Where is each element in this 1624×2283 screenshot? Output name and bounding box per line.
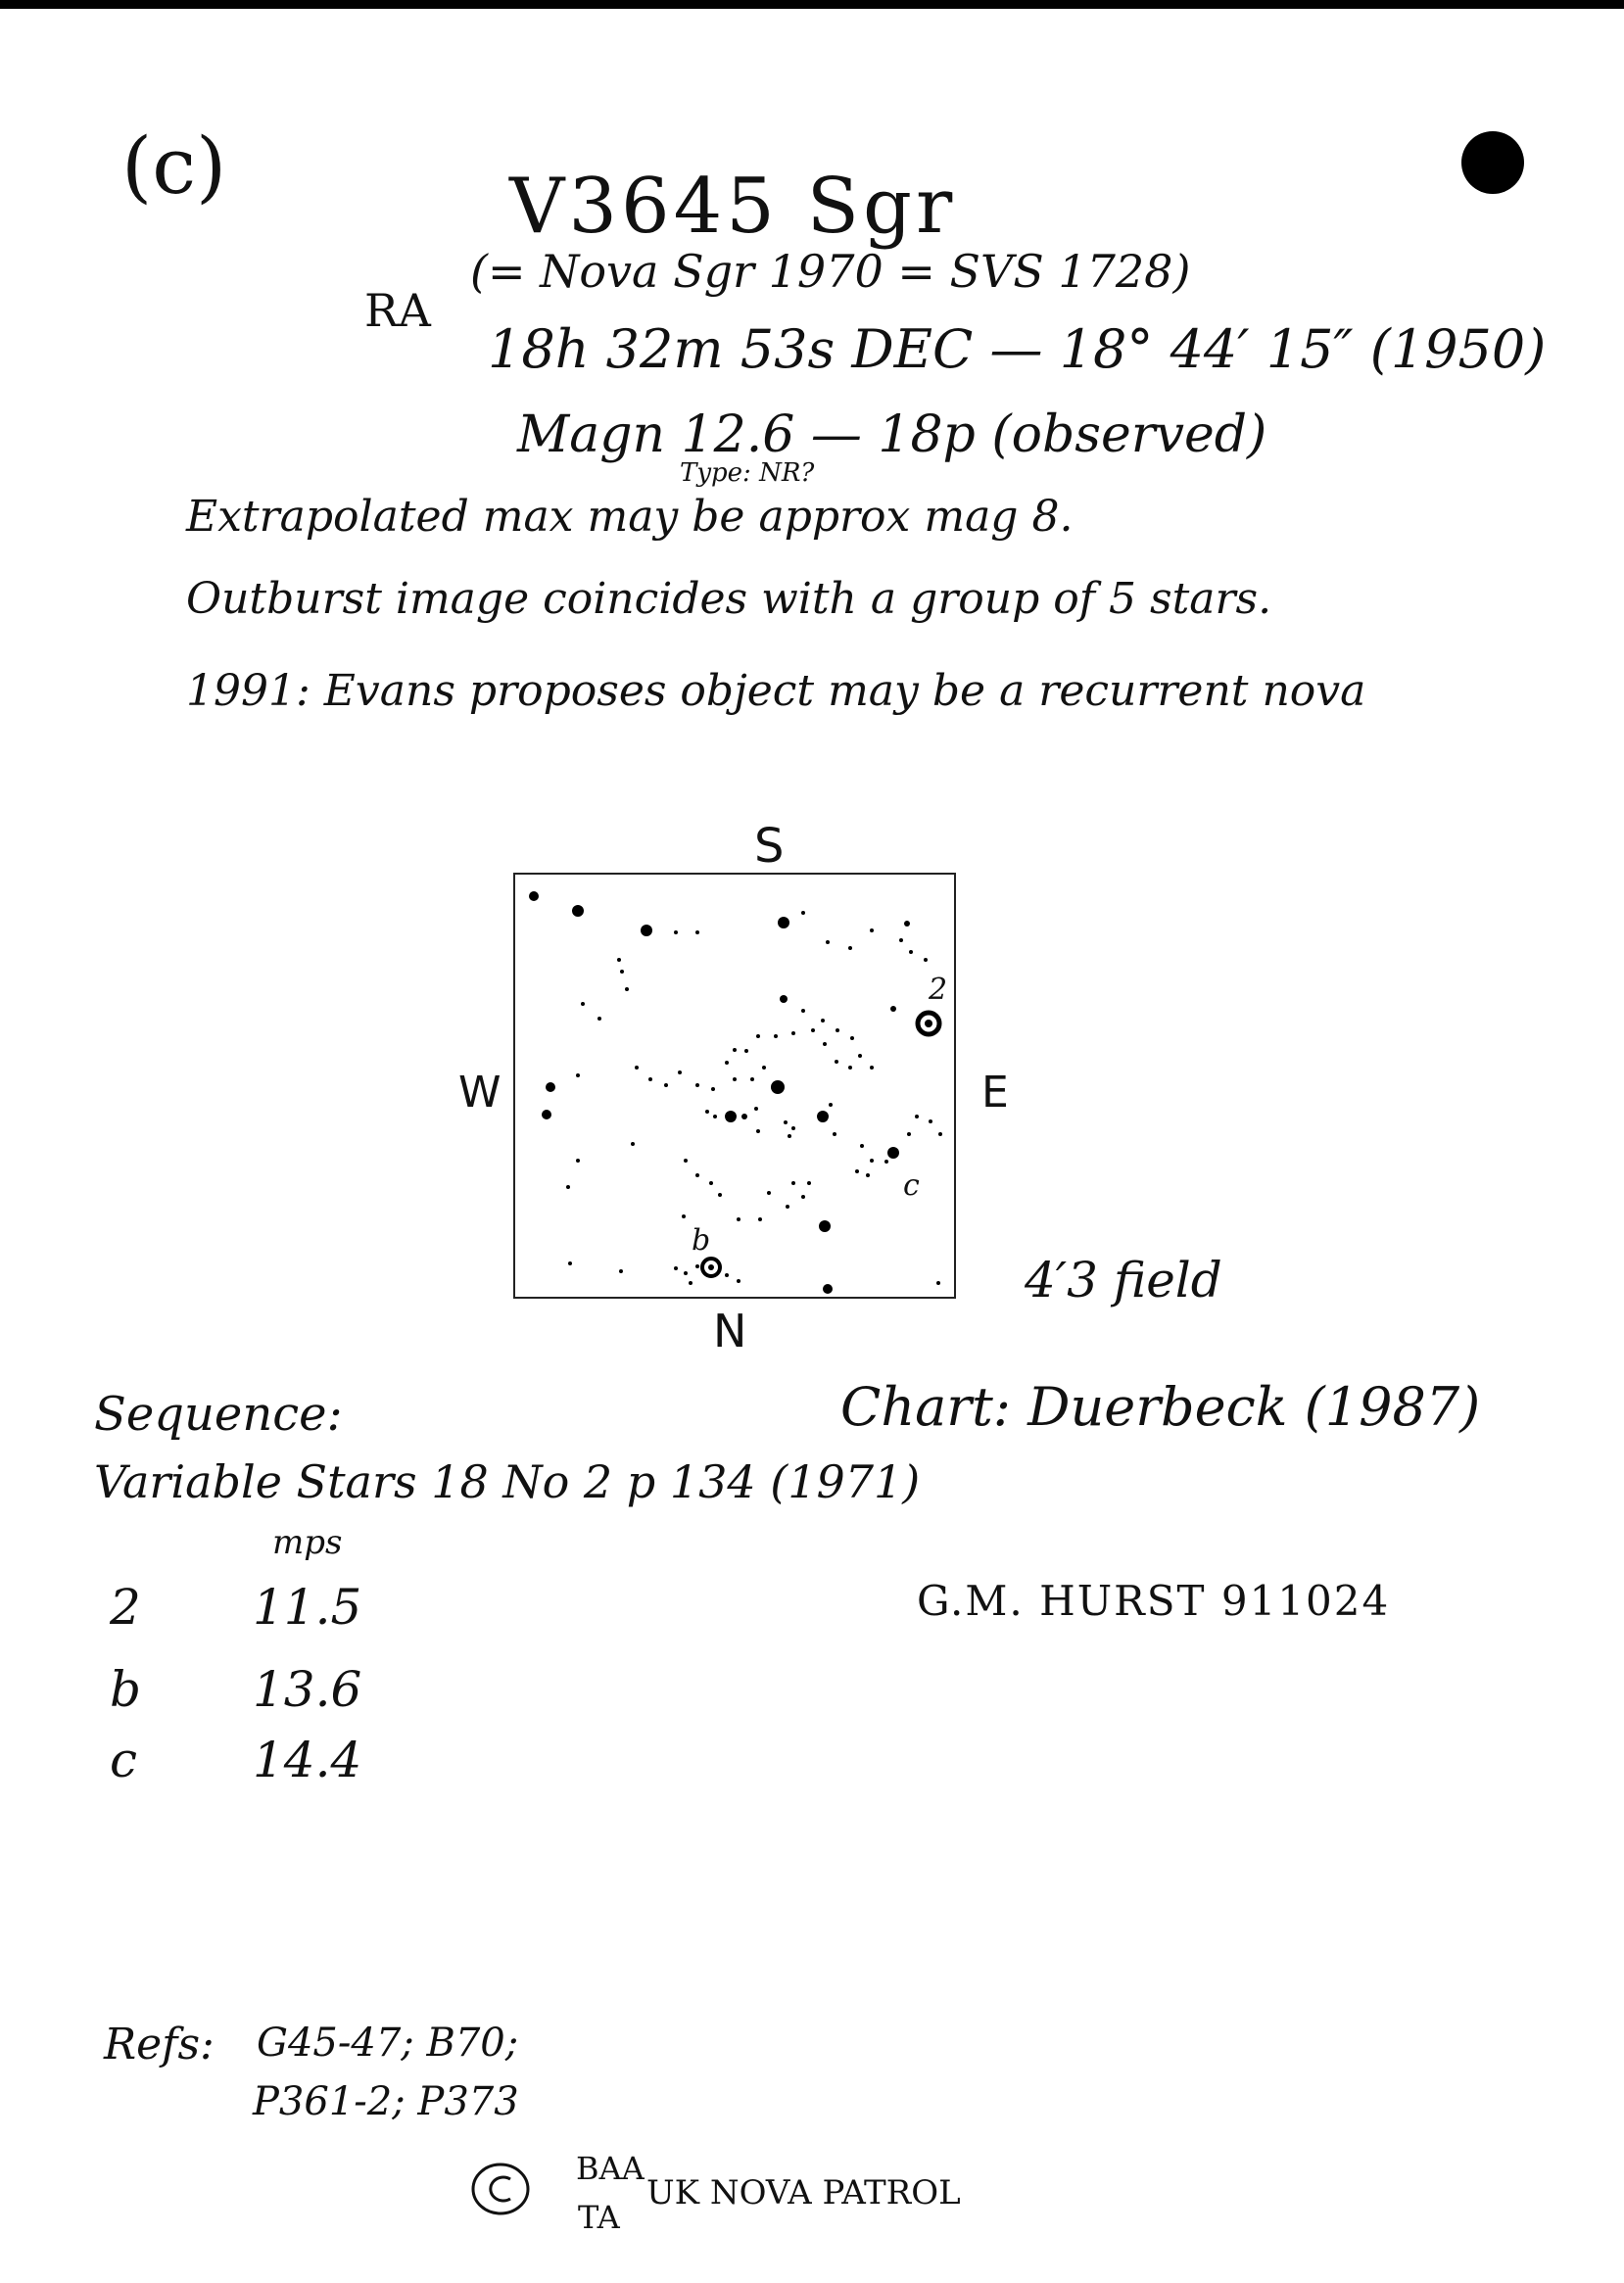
chart-star [848, 1066, 852, 1070]
chart-star [678, 1070, 682, 1074]
chart-star [938, 1132, 942, 1136]
chart-star [835, 1060, 838, 1064]
chart-star [909, 950, 913, 954]
chart-star [774, 1034, 778, 1038]
chart-star [725, 1273, 729, 1277]
chart-star [619, 1269, 623, 1273]
sequence-source: Variable Stars 18 No 2 p 134 (1971) [94, 1455, 921, 1508]
chart-star [788, 1134, 791, 1138]
chart-star [713, 1115, 717, 1118]
chart-star [929, 1119, 932, 1123]
chart-star [733, 1048, 737, 1052]
chart-star [826, 940, 830, 944]
refs-line: P361-2; P373 [253, 2079, 519, 2124]
baa-label: BAA [576, 2150, 645, 2187]
chart-star [791, 1181, 795, 1185]
note-line: Extrapolated max may be approx mag 8. [186, 492, 1074, 542]
section-label: (c) [121, 120, 227, 212]
comparison-star-c [887, 1147, 899, 1159]
chart-star [733, 1077, 737, 1081]
note-line: 1991: Evans proposes object may be a recurrent nova [186, 666, 1366, 716]
chart-star [811, 1028, 815, 1032]
chart-star [750, 1077, 754, 1081]
chart-star [695, 1173, 699, 1177]
refs-line: G45-47; B70; [257, 2021, 519, 2066]
chart-star [801, 1195, 805, 1199]
star-field [529, 891, 942, 1294]
chart-star [542, 1110, 551, 1119]
observer-signature: G.M. HURST 911024 [917, 1577, 1391, 1625]
chart-star [648, 1077, 652, 1081]
chart-star [725, 1111, 737, 1122]
chart-star [546, 1082, 555, 1092]
top-border [0, 0, 1624, 9]
copyright-icon [470, 2162, 531, 2216]
filled-circle-mark [1461, 131, 1524, 194]
chart-star [674, 1266, 678, 1270]
chart-star [709, 1181, 713, 1185]
comparison-star-2-core [925, 1020, 932, 1027]
chart-east-label: E [981, 1068, 1009, 1118]
finder-chart [441, 823, 1048, 1352]
chart-star [684, 1159, 688, 1163]
sequence-star-id: 2 [110, 1579, 141, 1636]
chart-star [631, 1142, 635, 1146]
coordinates: 18h 32m 53s DEC — 18° 44′ 15″ (1950) [488, 318, 1547, 380]
chart-star [786, 1205, 789, 1209]
chart-star [664, 1083, 668, 1087]
page-title: V3645 Sgr [509, 163, 957, 251]
chart-star [884, 1160, 888, 1164]
chart-star [848, 946, 852, 950]
chart-star [836, 1028, 839, 1032]
chart-star [581, 1002, 585, 1006]
chart-star [924, 958, 928, 962]
chart-star [860, 1144, 864, 1148]
chart-star [576, 1073, 580, 1077]
chart-star [907, 1132, 911, 1136]
chart-star [791, 1126, 795, 1130]
chart-star [807, 1181, 811, 1185]
chart-star [771, 1080, 785, 1094]
magnitude-range: Magn 12.6 — 18p (observed) [517, 405, 1267, 464]
chart-star [718, 1193, 722, 1197]
chart-star [576, 1159, 580, 1163]
sequence-row [110, 1661, 502, 1720]
chart-star [682, 1214, 686, 1218]
sequence-label: Sequence: [94, 1387, 343, 1442]
chart-star [756, 1034, 760, 1038]
chart-star [855, 1169, 859, 1173]
chart-star [617, 958, 621, 962]
chart-star [754, 1107, 758, 1111]
chart-star [899, 938, 903, 942]
chart-west-label: W [458, 1068, 502, 1118]
chart-star [870, 928, 874, 932]
chart-star [737, 1279, 740, 1283]
chart-star [674, 930, 678, 934]
ta-label: TA [578, 2199, 620, 2236]
chart-star [784, 1120, 788, 1124]
chart-star [684, 1271, 688, 1275]
chart-star [756, 1129, 760, 1133]
chart-star [625, 987, 629, 991]
chart-star [829, 1103, 833, 1107]
field-size: 4′3 field [1025, 1252, 1222, 1308]
chart-star [823, 1042, 827, 1046]
chart-star [801, 1009, 805, 1013]
chart-south-label: N [713, 1305, 747, 1352]
chart-star [695, 930, 699, 934]
chart-star [725, 1061, 729, 1065]
refs-label: Refs: [104, 2020, 215, 2069]
chart-star [817, 1111, 829, 1122]
chart-star [689, 1281, 693, 1285]
chart-star [758, 1217, 762, 1221]
chart-star [801, 911, 805, 915]
sequence-star-mag: 14.4 [253, 1732, 362, 1788]
alternate-designations: (= Nova Sgr 1970 = SVS 1728) [470, 245, 1191, 298]
chart-star [858, 1054, 862, 1058]
chart-star [737, 1217, 740, 1221]
chart-star [705, 1110, 709, 1114]
chart-star [936, 1281, 940, 1285]
chart-star [695, 1083, 699, 1087]
chart-star [823, 1284, 833, 1294]
chart-star [744, 1049, 748, 1053]
chart-star [711, 1087, 715, 1091]
sequence-row [110, 1579, 502, 1638]
chart-star [821, 1019, 825, 1023]
sequence-star-id: c [110, 1732, 138, 1788]
chart-star [791, 1031, 795, 1035]
chart-star [890, 1006, 896, 1012]
chart-star [780, 995, 788, 1003]
chart-star [778, 917, 789, 928]
chart-frame [514, 874, 955, 1298]
chart-star [641, 925, 652, 936]
chart-star [566, 1185, 570, 1189]
chart-star [866, 1173, 870, 1177]
chart-star [620, 970, 624, 974]
chart-star [762, 1066, 766, 1070]
chart-star [850, 1036, 854, 1040]
star-2-label: 2 [929, 973, 948, 1007]
chart-star [870, 1159, 874, 1163]
nova-type: Type: NR? [680, 458, 815, 488]
ra-label: RA [364, 284, 431, 337]
sequence-star-id: b [110, 1661, 142, 1718]
sequence-row [110, 1732, 502, 1790]
chart-star [529, 891, 539, 901]
chart-star [915, 1115, 919, 1118]
chart-star [572, 905, 584, 917]
chart-star [568, 1261, 572, 1265]
star-c-label: c [903, 1168, 920, 1203]
chart-star [741, 1114, 747, 1119]
chart-star [819, 1220, 831, 1232]
chart-star [635, 1066, 639, 1070]
note-line: Outburst image coincides with a group of 5 stars. [186, 574, 1272, 624]
chart-star [767, 1191, 771, 1195]
star-b-label: b [692, 1223, 711, 1258]
chart-credit: Chart: Duerbeck (1987) [840, 1376, 1481, 1438]
chart-north-label: S [754, 823, 785, 874]
chart-star [833, 1132, 836, 1136]
sequence-star-mag: 13.6 [253, 1661, 362, 1718]
chart-star [597, 1017, 601, 1021]
chart-star [904, 921, 910, 927]
magnitude-column-header: mps [272, 1523, 343, 1562]
sequence-star-mag: 11.5 [253, 1579, 362, 1636]
patrol-label: UK NOVA PATROL [646, 2173, 961, 2212]
comparison-star-b-core [708, 1264, 714, 1270]
chart-star [695, 1264, 699, 1268]
chart-star [870, 1066, 874, 1070]
